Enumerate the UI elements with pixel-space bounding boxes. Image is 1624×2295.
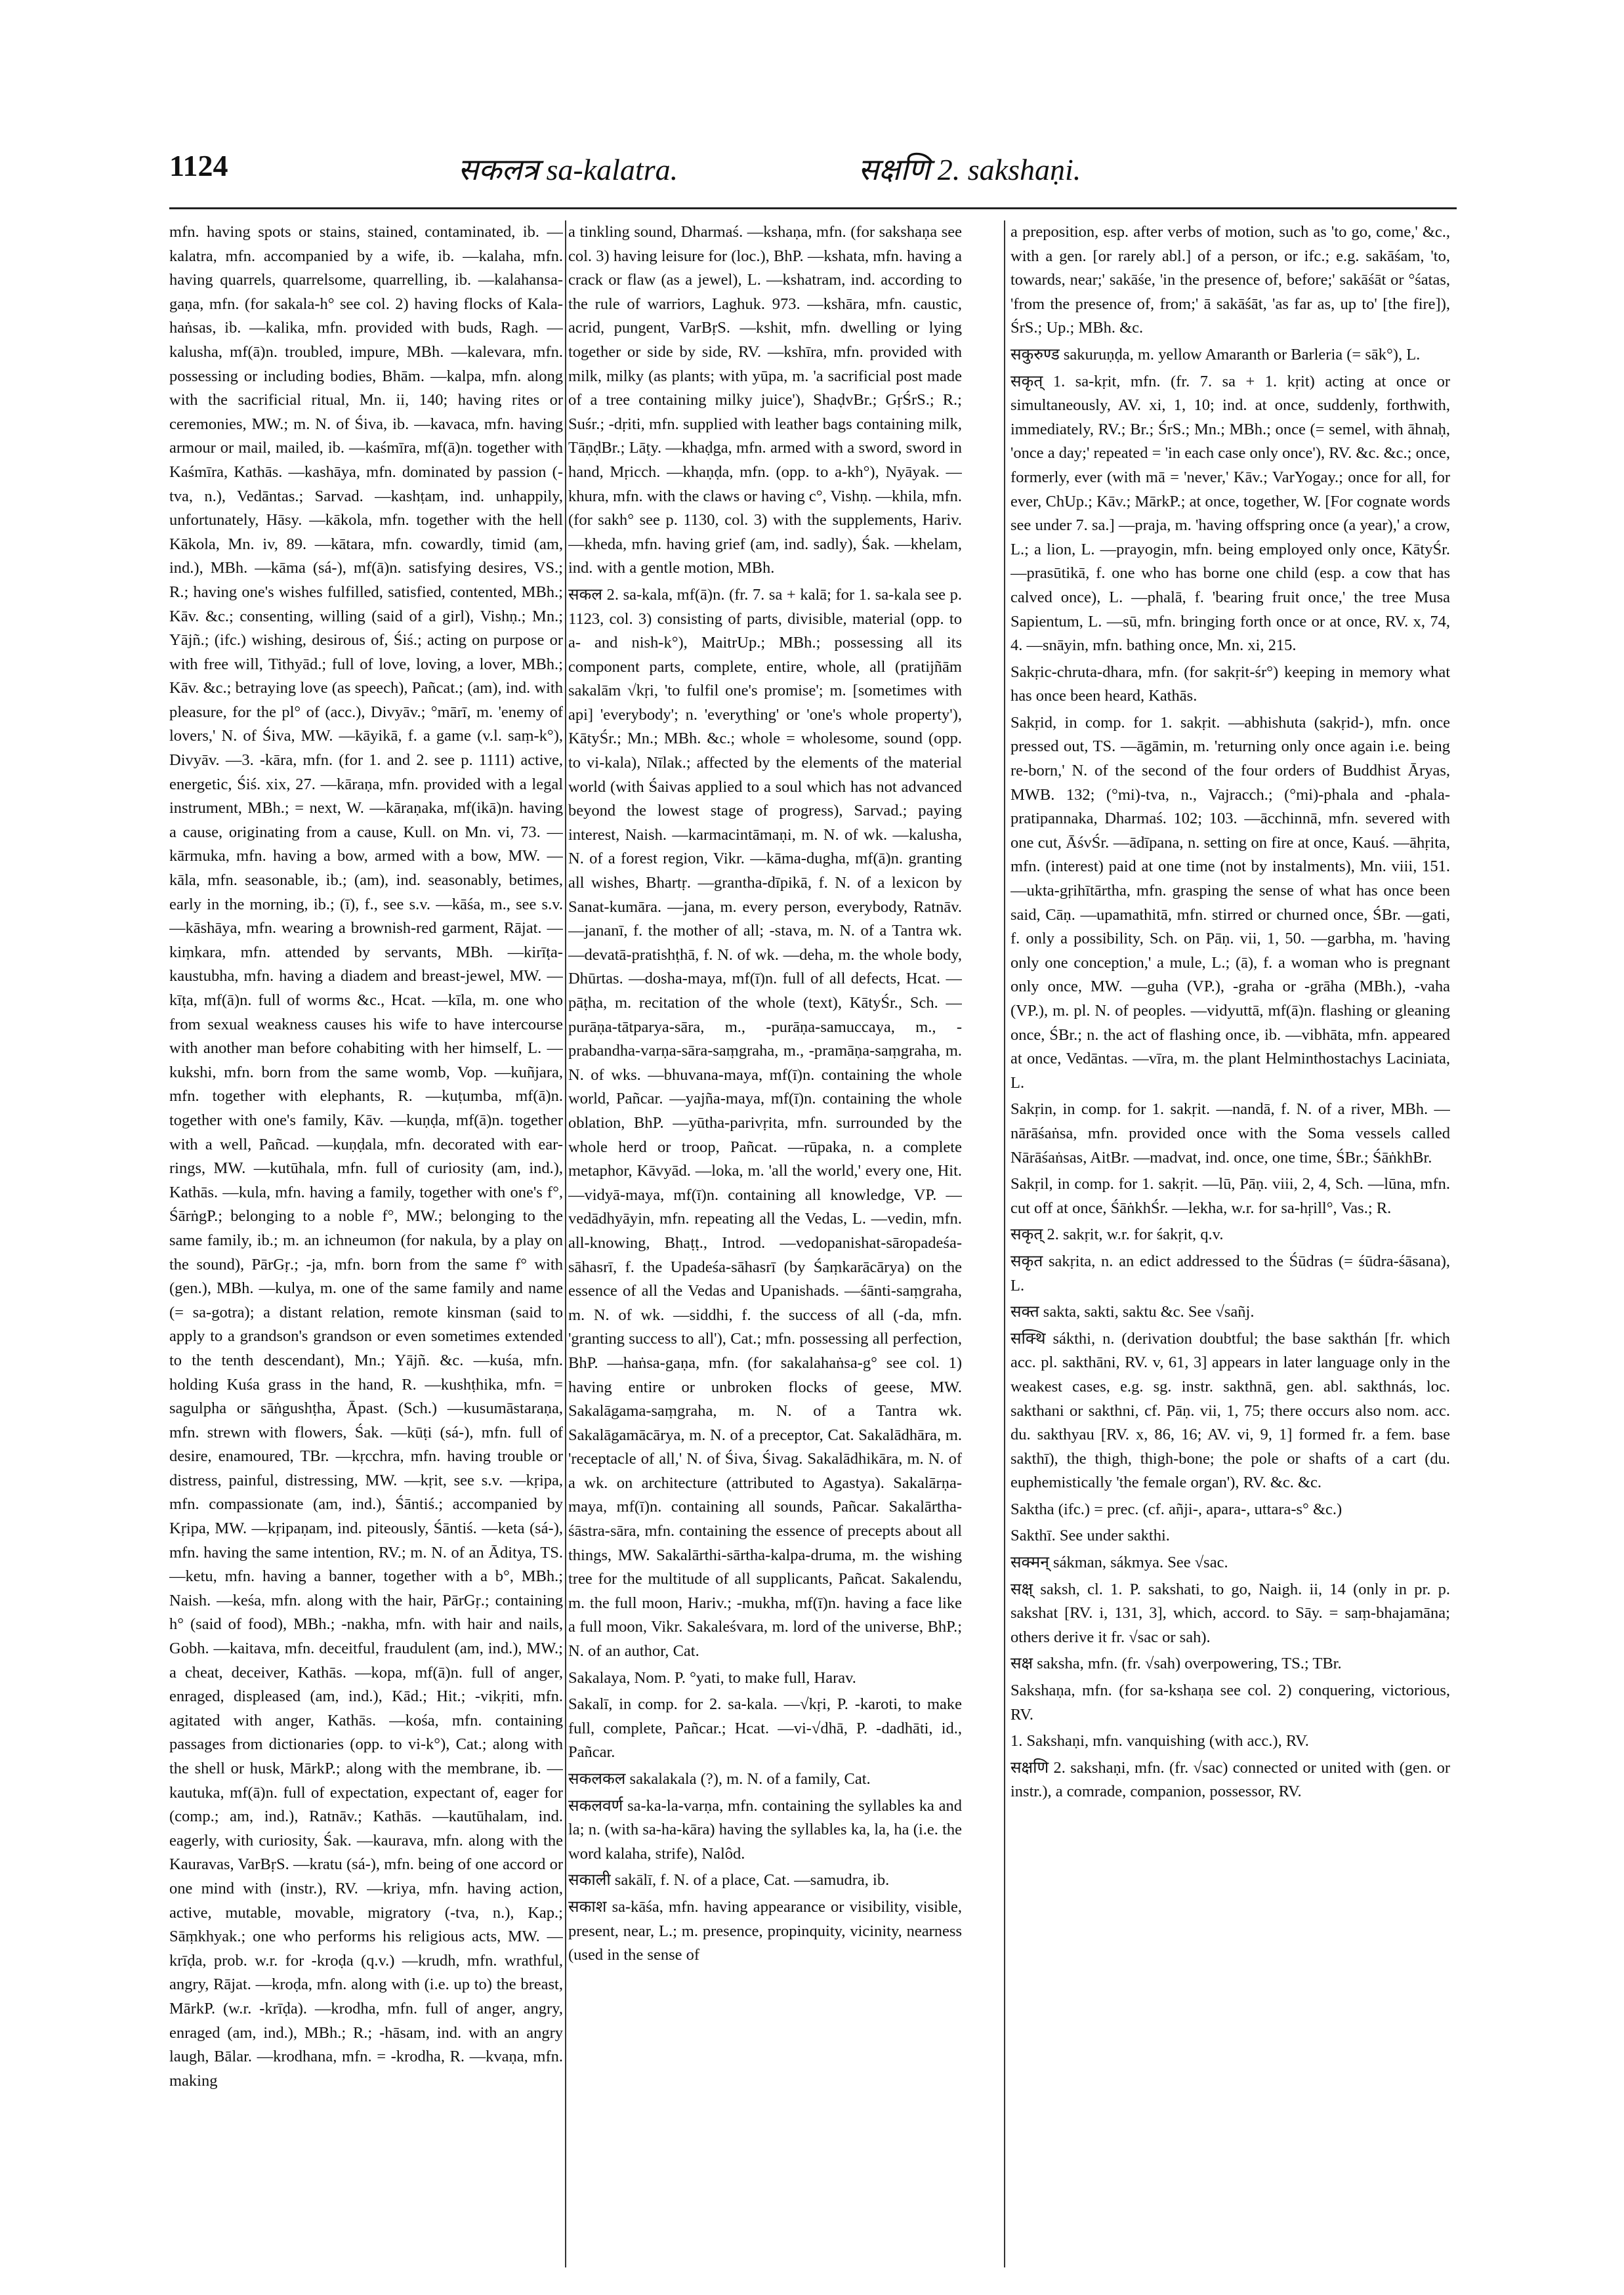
entry-paragraph: Saktha (ifc.) = prec. (cf. añji-, apara-, uttara-s° &c.) (1010, 1500, 1343, 1518)
entry-paragraph: 1. Sakshaṇi, mfn. vanquishing (with acc.), RV. (1010, 1732, 1309, 1750)
entry-paragraph: सक्ष saksha, mfn. (fr. √sah) overpowering, TS.; TBr. (1010, 1655, 1342, 1673)
entry-paragraph: सक्मन् sákman, sákmya. See √sac. (1010, 1554, 1228, 1572)
entry-paragraph: सकाश sa-kāśa, mfn. having appearance or visibility, visible, present, near, L.; m. presence, propinquity, vicinity, nearness (used in the sense of (568, 1897, 962, 1964)
entry-paragraph: Sakthī. See under sakthi. (1010, 1527, 1170, 1545)
entry-paragraph: Sakshaṇa, mfn. (for sa-kshaṇa see col. 2) conquering, victorious, RV. (1010, 1682, 1450, 1724)
entry-paragraph: Sakṛil, in comp. for 1. sakṛit. —lū, Pāṇ. viii, 2, 4, Sch. —lūna, mfn. cut off at once, ŚāṅkhŚr. —lekha, w.r. for sa-hṛill°, Vas.; R. (1010, 1175, 1450, 1217)
entry-paragraph: सकृत् 1. sa-kṛit, mfn. (fr. 7. sa + 1. kṛit) acting at once or simultaneously, AV. xi, 1, 10; ind. at once, suddenly, forthwith, immediately, RV.; Br.; ŚrS.; Mn.; MBh.; once (= semel, with āhnaḥ, 'once a day;' repeated = 'in each case only once'), RV. &c. &c.; once, formerly, ever (with mā = 'never,' Kāv.; VarYogay.; once for all, for ever, ChUp.; Kāv.; MārkP.; at once, together, W. [For cognate words see under 7. sa.] —praja, m. 'having offspring once (a year),' a crow, L.; a lion, L. —prayogin, mfn. being employed only once, KātyŚr. —prasūtikā, f. one who has borne one child (esp. a cow that has calved once), L. —phalā, f. 'bearing fruit once,' the tree Musa Sapientum, L. —sū, mfn. bringing forth once or at once, RV. x, 74, 4. —snāyin, mfn. bathing once, Mn. xi, 215. (1010, 372, 1450, 655)
entry-paragraph: सकुरुण्ड sakuruṇḍa, m. yellow Amaranth or Barleria (= sāk°), L. (1010, 345, 1421, 363)
entry-paragraph: सकाली sakālī, f. N. of a place, Cat. —samudra, ib. (568, 1871, 890, 1890)
entry-paragraph: सकल 2. sa-kala, mf(ā)n. (fr. 7. sa + kalā; for 1. sa-kala see p. 1123, col. 3) consisting of parts, divisible, material (opp. to a- and nish-k°), MaitrUp.; MBh.; possessing all its component parts, complete, entire, whole, all (pratijñām sakalām √kṛi, 'to fulfil one's promise'; m. [sometimes with api] 'everybody'; n. 'everything' or 'one's whole property'), KātyŚr.; Mn.; MBh. &c.; whole = wholesome, sound (opp. to vi-kala), Nīlak.; affected by the elements of the material world (with Śaivas applied to a soul which has not advanced beyond the lowest stage of progress), Sarvad.; paying interest, Naish. —karmacintāmaṇi, m. N. of wk. —kalusha, N. of a forest region, Vikr. —kāma-dugha, mf(ā)n. granting all wishes, Bhartṛ. —grantha-dīpikā, f. N. of a lexicon by Sanat-kumāra. —jana, m. every person, everybody, Ratnāv. —jananī, f. the mother of all; -stava, m. N. of a Tantra wk. —devatā-pratishṭhā, f. N. of wk. —deha, m. the whole body, Dhūrtas. —dosha-maya, mf(ī)n. full of all defects, Hcat. —pāṭha, m. recitation of the whole (text), KātyŚr., Sch. —purāṇa-tātparya-sāra, m., -purāṇa-samuccaya, m., -prabandha-varṇa-sāra-saṃgraha, m., -pramāṇa-saṃgraha, m. N. of wks. —bhuvana-maya, mf(ī)n. containing the whole world, Pañcar. —yajña-maya, mf(ī)n. containing the whole oblation, BhP. —yūtha-parivṛita, mfn. surrounded by the whole herd or troop, Pañcat. —rūpaka, n. a complete metaphor, Kāvyād. —loka, m. 'all the world,' every one, Hit. —vidyā-maya, mf(ī)n. containing all knowledge, VP. —vedādhyāyin, mfn. repeating all the Vedas, L. —vedin, mfn. all-knowing, Bhaṭṭ., Introd. —vedopanishat-sāropadeśa-sāhasrī, f. the Upadeśa-sāhasrī (by Śaṃkarācārya) on the essence of all the Vedas and Upanishads. —śānti-saṃgraha, m. N. of wk. —siddhi, f. the success of all (-da, mfn. 'granting success to all'), Cat.; mfn. possessing all perfection, BhP. —haṅsa-gaṇa, mfn. (for sakalahaṅsa-g° see col. 1) having entire or unbroken flocks of geese, MW. Sakalāgama-saṃgraha, m. N. of a Tantra wk. Sakalāgamācārya, m. N. of a preceptor, Cat. Sakalādhāra, m. 'receptacle of all,' N. of Śiva, Śivag. Sakalādhikāra, m. N. of a wk. on architecture (attributed to Agastya). Sakalārṇa-maya, mf(ī)n. containing all sounds, Pañcar. Sakalārtha-śāstra-sāra, mfn. containing the essence of precepts about all things, MW. Sakalārthi-sārtha-kalpa-druma, m. the wishing tree for the multitude of all supplicants, Pañcat. Sakalendu, m. the full moon, Hariv.; -mukha, mf(ī)n. having a face like a full moon, Vikr. Sakaleśvara, m. lord of the universe, BhP.; N. of an author, Cat. (568, 585, 962, 1661)
entry-paragraph: सकृत् 2. sakṛit, w.r. for śakṛit, q.v. (1010, 1226, 1224, 1244)
page-number: 1124 (169, 149, 228, 182)
header-rule (169, 207, 1457, 209)
left-headword: सकलत्र sa-kalatra. (458, 153, 678, 186)
column-divider (1004, 220, 1005, 2267)
entry-paragraph: सक्षणि 2. sakshaṇi, mfn. (fr. √sac) connected or united with (gen. or instr.), a comrade, companion, possessor, RV. (1010, 1758, 1450, 1801)
entry-paragraph: a preposition, esp. after verbs of motion, such as 'to go, come,' &c., with a gen. [or rarely abl.] of a person, or ifc.; e.g. sakāśam, 'to, towards, near;' sakāśe, 'in the presence of, before;' sakāśāt or °śatas, 'from the presence of, from;' ā sakāśāt, 'as far as, up to' [the fire]), ŚrS.; Up.; MBh. &c. (1010, 223, 1450, 337)
entry-paragraph: सक्थि sákthi, n. (derivation doubtful; the base sakthán [fr. which acc. pl. sakthāni, RV. v, 61, 3] appears in later language only in the weakest cases, e.g. sg. instr. sakthnā, gen. abl. sakthnás, loc. sakthani or sakthni, cf. Pāṇ. vii, 1, 75; there occurs also nom. acc. du. sakthyau [RV. x, 86, 16; AV. vi, 9, 1] formed fr. a fem. base sakthī), the thigh, thigh-bone; the pole or shafts of a cart (du. euphemistically 'the female organ'), RV. &c. &c. (1010, 1329, 1450, 1492)
column-3 (1010, 220, 1450, 2267)
entry-paragraph: Sakalaya, Nom. P. °yati, to make full, Harav. (568, 1668, 856, 1687)
entry-paragraph: Sakṛin, in comp. for 1. sakṛit. —nandā, f. N. of a river, MBh. —nārāśaṅsa, mfn. provided once with the Soma vessels called Nārāśaṅsas, AitBr. —madvat, ind. once, one time, ŚBr.; ŚāṅkhBr. (1010, 1100, 1450, 1167)
entry-paragraph: सकृत sakṛita, n. an edict addressed to the Śūdras (= śūdra-śāsana), L. (1010, 1252, 1450, 1294)
column-2 (568, 220, 962, 2267)
entry-paragraph: Sakṛid, in comp. for 1. sakṛit. —abhishuta (sakṛid-), mfn. once pressed out, TS. —āgāmin, m. 'returning only once again i.e. being re-born,' N. of the second of the four orders of Buddhist Āryas, MWB. 132; (°mi)-tva, n., Vajracch.; (°mi)-phala and -phala-pratipannaka, Dharmaś. 102; 103. —ācchinnā, mfn. severed with one cut, ĀśvŚr. —ādīpana, n. setting on fire at once, Kauś. —āhṛita, mfn. (interest) paid at one time (not by instalments), Mn. viii, 151. —ukta-gṛihītārtha, mfn. grasping the sense of what has once been said, Cāṇ. —upamathitā, mfn. stirred or churned once, ŚBr. —gati, f. only a possibility, Sch. on Pāṇ. vii, 1, 50. —garbha, m. 'having only one conception,' a mule, L.; (ā), f. a woman who is pregnant only once, MW. —guha (VP.), -graha or -grāha (MBh.), -vaha (VP.), m. pl. N. of peoples. —vidyuttā, mf(ā)n. flashing or gleaning once, ŚBr.; n. the act of flashing once, ib. —vibhāta, mfn. appeared at once, Vedāntas. —vīra, m. the plant Helminthostachys Laciniata, L. (1010, 713, 1450, 1092)
entry-paragraph: a tinkling sound, Dharmaś. —kshaṇa, mfn. (for sakshaṇa see col. 3) having leisure for (loc.), BhP. —kshata, mfn. having a crack or flaw (as a jewel), L. —kshatram, ind. according to the rule of warriors, Laghuk. 973. —kshāra, mfn. caustic, acrid, pungent, VarBṛS. —kshit, mfn. dwelling or lying together or side by side, RV. —kshīra, mfn. provided with milk, milky (as plants; with yūpa, m. 'a sacrificial post made of a tree containing milky juice'), ShaḍvBr.; GṛŚrS.; R.; Suśr.; -dṛiti, mfn. supplied with leather bags containing milk, TāṇḍBr.; Lāṭy. —khaḍga, mfn. armed with a sword, sword in hand, Mṛicch. —khaṇḍa, mfn. (opp. to a-kh°), Nyāyak. —khura, mfn. with the claws or having c°, Vishṇ. —khila, mfn. (for sakh° see p. 1130, col. 3) with the supplements, Hariv. —kheda, mfn. having grief (am, ind. sadly), Śak. —khelam, ind. with a gentle motion, MBh. (568, 223, 962, 577)
column-divider (565, 220, 566, 2267)
entry-paragraph: सकलवर्ण sa-ka-la-varṇa, mfn. containing the syllables ka and la; n. (with sa-ha-kāra) having the syllables ka, la, ha (i.e. the word kalaha, strife), Nalôd. (568, 1796, 962, 1863)
right-headword: सक्षणि 2. sakshaṇi. (858, 153, 1081, 186)
column-1 (169, 220, 563, 2267)
entry-paragraph: Sakalī, in comp. for 2. sa-kala. —√kṛi, P. -karoti, to make full, complete, Pañcar.; Hcat. —vi-√dhā, P. -dadhāti, id., Pañcar. (568, 1695, 962, 1762)
entry-paragraph: mfn. having spots or stains, stained, contaminated, ib. —kalatra, mfn. accompanied by a wife, ib. —kalaha, mfn. having quarrels, quarrelsome, quarrelling, ib. —kalahansa-gaṇa, mfn. (for sakala-h° see col. 2) having flocks of Kala-haṅsas, ib. —kalika, mfn. provided with buds, Ragh. —kalusha, mf(ā)n. troubled, impure, MBh. —kalevara, mfn. possessing or including bodies, Bhām. —kalpa, mfn. along with the sacrificial ritual, Mn. ii, 140; having rites or ceremonies, MW.; m. N. of Śiva, ib. —kavaca, mfn. having armour or mail, mailed, ib. —kaśmīra, mf(ā)n. together with Kaśmīra, Kathās. —kashāya, mfn. dominated by passion (-tva, n.), Vedāntas.; Sarvad. —kashṭam, ind. unhappily, unfortunately, Hāsy. —kākola, mfn. together with the hell Kākola, Mn. iv, 89. —kātara, mfn. cowardly, timid (am, ind.), MBh. —kāma (sá-), mf(ā)n. satisfying desires, VS.; R.; having one's wishes fulfilled, satisfied, contented, MBh.; Kāv. &c.; consenting, willing (said of a girl), Vishṇ.; Mn.; Yājñ.; (ifc.) wishing, desirous of, Śiś.; acting on purpose or with free will, Tithyād.; full of love, loving, a lover, MBh.; Kāv. &c.; betraying love (as speech), Pañcat.; (am), ind. with pleasure, for the pl° of (acc.), Divyāv.; °mārī, m. 'enemy of lovers,' N. of Śiva, MW. —kāyikā, f. a game (v.l. saṃ-k°), Divyāv. —3. -kāra, mfn. (for 1. and 2. see p. 1111) active, energetic, Śiś. xix, 27. —kāraṇa, mfn. provided with a legal instrument, MBh.; = next, W. —kāraṇaka, mf(ikā)n. having a cause, originating from a cause, Kull. on Mn. vi, 73. —kārmuka, mfn. having a bow, armed with a bow, MW. —kāla, mfn. seasonable, ib.; (am), ind. seasonably, betimes, early in the morning, ib.; (ī), f., see s.v. —kāśa, m., see s.v. —kāshāya, mfn. wearing a brownish-red garment, Rājat. —kiṃkara, mfn. attended by servants, MBh. —kirīṭa-kaustubha, mfn. having a diadem and breast-jewel, MW. —kīṭa, mf(ā)n. full of worms &c., Hcat. —kīla, m. one who from sexual weakness causes his wife to have intercourse with another man before cohabiting with her himself, L. —kukshi, mfn. born from the same womb, Vop. —kuñjara, mfn. together with elephants, R. —kuṭumba, mf(ā)n. together with one's family, Kāv. —kuṇḍa, mf(ā)n. together with a well, Pañcad. —kuṇḍala, mfn. decorated with ear-rings, MW. —kutūhala, mfn. full of curiosity (am, ind.), Kathās. —kula, mfn. having a family, together with one's f°, ŚārṅgP.; belonging to a noble f°, MW.; belonging to the same family, ib.; m. an ichneumon (for nakula, by a play on the sound), PārGṛ.; -ja, mfn. born from the same f° with (gen.), MBh. —kulya, m. one of the same family and name (= sa-gotra); a distant relation, remote kinsman (said to apply to a grandson's grandson or even sometimes extended to the tenth descendant), Mn.; Yājñ. &c. —kuśa, mfn. holding Kuśa grass in the hand, R. —kushṭhika, mfn. = sagulpha or sāṅgushṭha, Āpast. (Sch.) —kusumāstaraṇa, mfn. strewn with flowers, Śak. —kūṭi (sá-), mfn. full of desire, enamoured, TBr. —kṛcchra, mfn. having trouble or distress, painful, distressing, MW. —kṛit, see s.v. —kṛipa, mfn. compassionate (am, ind.), Śāntiś.; accompanied by Kṛipa, MW. —kṛipaṇam, ind. piteously, Śāntiś. —keta (sá-), mfn. having the same intention, RV.; m. N. of an Āditya, TS. —ketu, mfn. having a banner, together with a b°, MBh.; Naish. —keśa, mfn. along with the hair, PārGṛ.; containing h° (said of food), MBh.; -nakha, mfn. with hair and nails, Gobh. —kaitava, mfn. deceitful, fraudulent (am, ind.), MW.; a cheat, deceiver, Kathās. —kopa, mf(ā)n. full of anger, enraged, displeased (am, ind.), Kād.; Hit.; -vikṛiti, mfn. agitated with anger, Kathās. —kośa, mfn. containing passages from dictionaries (opp. to vi-k°), Cat.; along with the shell or husk, MārkP.; along with the membrane, ib. —kautuka, mf(ā)n. full of expectation, expectant of, eager for (comp.; am, ind.), Ratnāv.; Kathās. —kautūhalam, ind. eagerly, with curiosity, Śak. —kaurava, mfn. along with the Kauravas, VarBṛS. —kratu (sá-), mfn. being of one accord or one mind with (instr.), RV. —kriya, mfn. having action, active, mutable, movable, migratory (-tva, n.), Kap.; Sāṃkhyak.; one who performs his religious acts, MW. —krīḍa, prob. w.r. for -kroḍa (q.v.) —krudh, mfn. wrathful, angry, Rājat. —kroḍa, mfn. along with (i.e. up to) the breast, MārkP. (w.r. -krīḍa). —krodha, mfn. full of anger, angry, enraged (am, ind.), MBh.; R.; -hāsam, ind. with an angry laugh, Bālar. —krodhana, mfn. = -krodha, R. —kvaṇa, mfn. making (169, 223, 563, 2090)
entry-paragraph: सक्ष् saksh, cl. 1. P. sakshati, to go, Naigh. ii, 14 (only in pr. p. sakshat [RV. i, 131, 3], which, accord. to Sāy. = saṃ-bhajamāna; others derive it fr. √sac or sah). (1010, 1580, 1450, 1646)
entry-paragraph: Sakṛic-chruta-dhara, mfn. (for sakṛit-śr°) keeping in memory what has once been heard, Kathās. (1010, 663, 1450, 705)
entry-paragraph: सकलकल sakalakala (?), m. N. of a family, Cat. (568, 1770, 871, 1788)
page-header (169, 148, 1457, 190)
entry-paragraph: सक्त sakta, sakti, saktu &c. See √sañj. (1010, 1303, 1255, 1321)
